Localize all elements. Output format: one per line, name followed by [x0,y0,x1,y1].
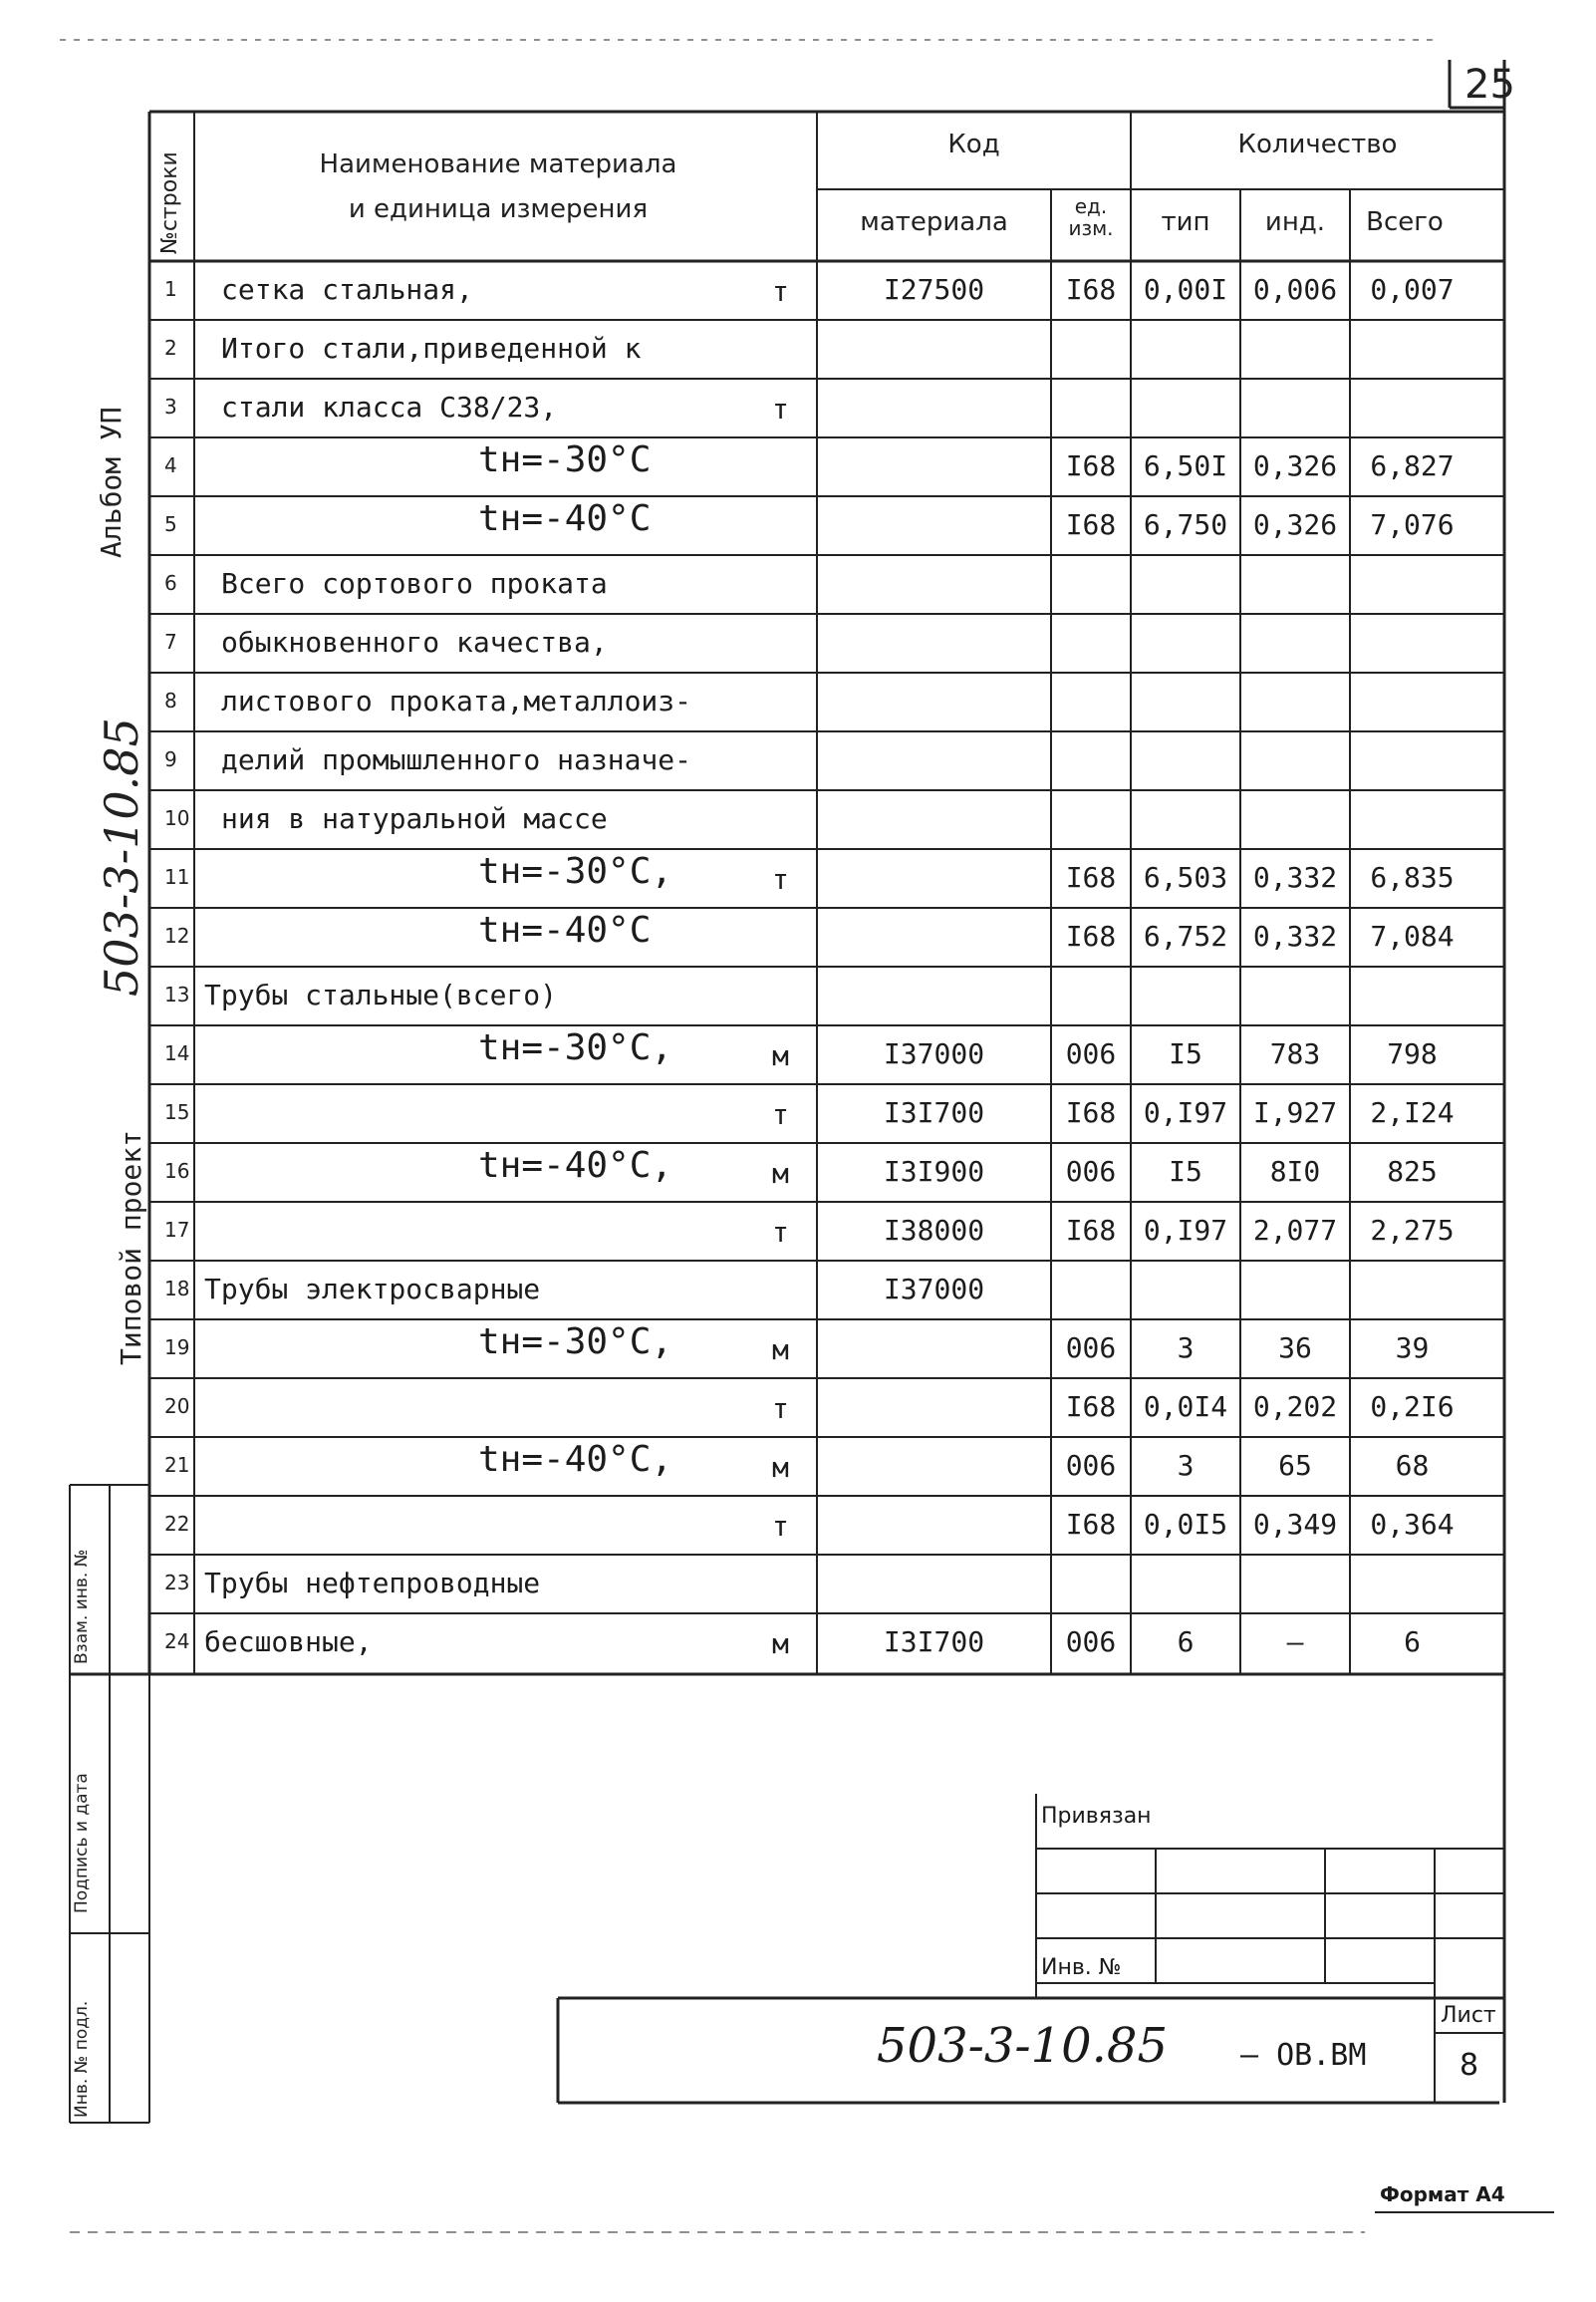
row-name: tн=-40°C [478,498,652,539]
row-number: 5 [164,512,177,536]
row-unit-code: I68 [1065,920,1117,953]
header-code-material: материала [860,207,1008,237]
row-qty-type: 6,752 [1143,920,1228,953]
row-unit: т [772,275,789,308]
row-number: 7 [164,630,177,654]
row-unit-code: 006 [1065,1331,1117,1364]
row-qty-ind: 8I0 [1269,1155,1321,1188]
row-qty-ind: 0,202 [1252,1390,1338,1423]
row-number: 2 [164,336,177,360]
row-code: I27500 [883,273,985,306]
header-q-ind: инд. [1264,207,1326,237]
title-code: 503-3-10.85 [877,2018,1169,2074]
row-name: tн=-30°C, [478,1321,673,1362]
row-unit-code: I68 [1065,1390,1117,1423]
row-qty-total: 6,827 [1370,449,1455,482]
row-qty-ind: 783 [1269,1037,1321,1070]
row-unit-code: I68 [1065,273,1117,306]
row-qty-type: 3 [1177,1331,1195,1364]
header-name: Наименование материала [319,149,677,179]
row-qty-total: 0,007 [1370,273,1455,306]
row-qty-ind: 0,332 [1252,920,1338,953]
row-qty-type: 0,I97 [1143,1096,1228,1129]
row-qty-type: 6,503 [1143,861,1228,894]
row-name: tн=-40°C, [478,1439,673,1480]
row-code: I38000 [883,1214,985,1247]
row-qty-ind: 0,349 [1252,1508,1338,1541]
stamp-replace-inv: Взам. инв. № [72,1549,92,1664]
row-name: делий промышленного назначе- [221,743,692,776]
header-name-unit: и единица измерения [348,194,649,224]
row-qty-type: 0,0I5 [1143,1508,1228,1541]
row-qty-total: 7,076 [1370,508,1455,541]
row-qty-ind: 65 [1278,1449,1312,1482]
row-name: tн=-40°C [478,910,652,951]
title-inv: Инв. № [1041,1955,1122,1980]
row-number: 20 [164,1394,190,1418]
row-name: Трубы нефтепроводные [204,1567,541,1599]
row-qty-type: 6,50I [1143,449,1228,482]
row-unit-code: I68 [1065,1508,1117,1541]
row-unit-code: I68 [1065,1096,1117,1129]
row-number: 18 [164,1277,190,1300]
row-qty-ind: 36 [1278,1331,1312,1364]
row-code: I3I700 [883,1625,985,1658]
row-qty-ind: – [1286,1625,1304,1658]
row-qty-type: 6,750 [1143,508,1228,541]
row-name: Всего сортового проката [221,567,608,600]
row-unit: т [772,1098,789,1131]
row-qty-total: 0,2I6 [1370,1390,1455,1423]
stamp-signature-date: Подпись и дата [72,1773,92,1913]
row-qty-type: 3 [1177,1449,1195,1482]
row-qty-type: I5 [1169,1037,1202,1070]
row-qty-total: 68 [1395,1449,1430,1482]
row-name: обыкновенного качества, [221,626,608,659]
header-quantity: Количество [1237,130,1398,159]
header-code: Код [947,130,1000,159]
side-project-code: 503-3-10.85 [95,718,148,997]
page-number: 25 [1464,62,1515,108]
row-qty-total: 825 [1387,1155,1438,1188]
row-qty-total: 6 [1404,1625,1421,1658]
row-number: 21 [164,1453,190,1477]
row-unit-code: 006 [1065,1625,1117,1658]
format-label: Формат А4 [1380,2182,1505,2206]
row-unit: м [772,1157,789,1190]
row-unit-code: I68 [1065,508,1117,541]
stamp-inv-original: Инв. № подл. [72,2000,92,2118]
row-number: 23 [164,1571,190,1594]
row-unit-code: 006 [1065,1037,1117,1070]
row-number: 8 [164,689,177,713]
row-unit: т [772,1392,789,1425]
header-q-total: Всего [1366,207,1444,237]
row-qty-ind: I,927 [1252,1096,1338,1129]
row-qty-ind: 0,006 [1252,273,1338,306]
row-name: Трубы стальные(всего) [204,979,558,1011]
header-row-no: №строки [157,151,182,254]
row-number: 11 [164,865,190,889]
row-number: 12 [164,924,190,948]
row-number: 1 [164,277,177,301]
row-code: I37000 [883,1273,985,1305]
row-number: 22 [164,1512,190,1536]
header-code-unit: ед. изм. [1068,194,1114,240]
row-name: стали класса С38/23, [221,391,558,424]
row-qty-total: 0,364 [1370,1508,1455,1541]
side-album: Альбом УП [95,407,128,558]
row-number: 3 [164,395,177,419]
row-number: 14 [164,1041,190,1065]
title-sheet-number: 8 [1460,2048,1479,2083]
row-qty-ind: 0,326 [1252,449,1338,482]
row-number: 16 [164,1159,190,1183]
row-name: tн=-30°C, [478,851,673,892]
row-unit: т [772,1510,789,1543]
title-suffix: – ОВ.ВМ [1240,2038,1367,2073]
row-qty-total: 798 [1387,1037,1438,1070]
row-qty-ind: 0,326 [1252,508,1338,541]
row-number: 19 [164,1335,190,1359]
row-qty-total: 2,I24 [1370,1096,1455,1129]
row-number: 10 [164,806,190,830]
row-name: Итого стали,приведенной к [221,332,642,365]
row-qty-ind: 2,077 [1252,1214,1338,1247]
row-qty-total: 39 [1395,1331,1430,1364]
row-name: сетка стальная, [221,273,473,306]
row-number: 24 [164,1629,190,1653]
row-qty-type: 6 [1177,1625,1195,1658]
row-name: tн=-30°C, [478,1027,673,1068]
row-unit-code: I68 [1065,449,1117,482]
row-qty-type: 0,0I4 [1143,1390,1228,1423]
row-number: 17 [164,1218,190,1242]
row-code: I37000 [883,1037,985,1070]
row-qty-ind: 0,332 [1252,861,1338,894]
header-q-type: тип [1161,207,1210,237]
row-name: листового проката,металлоиз- [221,685,692,718]
row-name: бесшовные, [204,1625,373,1658]
row-unit-code: 006 [1065,1449,1117,1482]
row-unit-code: I68 [1065,861,1117,894]
title-sheet-label: Лист [1441,2003,1496,2028]
row-unit: м [772,1039,789,1072]
row-number: 4 [164,453,177,477]
row-number: 6 [164,571,177,595]
row-unit: т [772,863,789,896]
row-unit: м [772,1333,789,1366]
title-attached: Привязан [1041,1804,1152,1829]
row-qty-total: 7,084 [1370,920,1455,953]
row-number: 9 [164,747,177,771]
row-code: I3I900 [883,1155,985,1188]
row-unit: т [772,393,789,426]
row-unit-code: 006 [1065,1155,1117,1188]
row-qty-type: I5 [1169,1155,1202,1188]
row-unit: м [772,1627,789,1660]
row-qty-total: 2,275 [1370,1214,1455,1247]
row-unit-code: I68 [1065,1214,1117,1247]
row-qty-type: 0,00I [1143,273,1228,306]
row-qty-type: 0,I97 [1143,1214,1228,1247]
row-unit: м [772,1451,789,1484]
row-name: tн=-30°C [478,439,652,480]
row-name: Трубы электросварные [204,1273,541,1305]
row-unit: т [772,1216,789,1249]
row-code: I3I700 [883,1096,985,1129]
side-typical-project: Типовой проект [115,1129,147,1365]
row-number: 13 [164,983,190,1007]
row-name: tн=-40°C, [478,1145,673,1186]
row-name: ния в натуральной массе [221,802,608,835]
row-qty-total: 6,835 [1370,861,1455,894]
row-number: 15 [164,1100,190,1124]
